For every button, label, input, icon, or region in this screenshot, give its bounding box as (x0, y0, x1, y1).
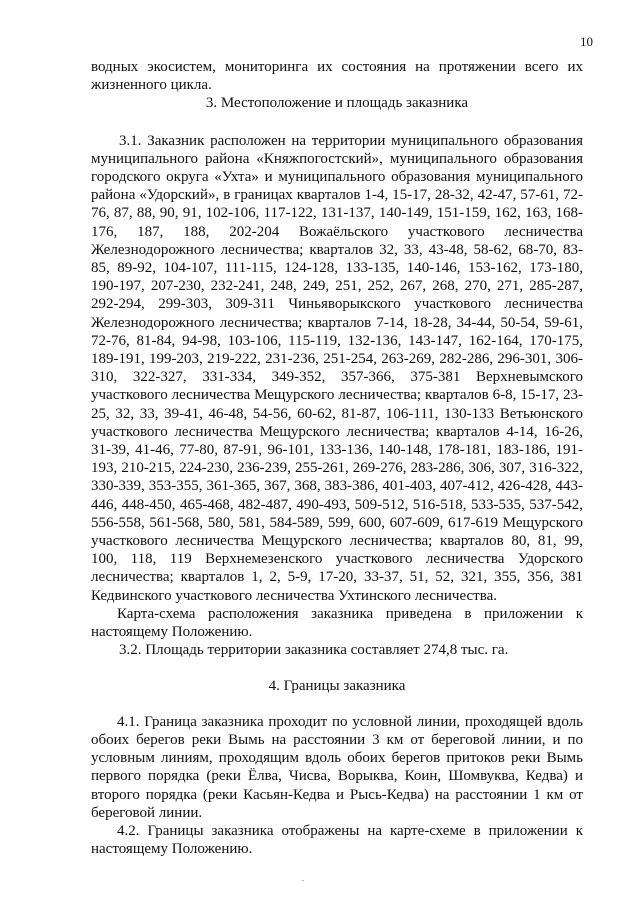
page-number: 10 (580, 34, 593, 49)
intro-paragraph: водных экосистем, мониторинга их состояния на протяжении всего их жизненного цикла. (91, 59, 583, 94)
section-3-heading: 3. Местоположение и площадь заказника (205, 95, 469, 112)
document-body (91, 58, 583, 858)
section-4-paragraph-2: 4.2. Границы заказника отображены на карте-схеме в приложении к настоящему Положению. (91, 822, 583, 858)
section-4-paragraph-1: 4.1. Граница заказника проходит по условной линии, проходящей вдоль обоих берегов реки Вымь на расстоянии 3 км от береговой линии, и по условным линиям, проходящим вдоль обоих берегов притоков реки Вымь первого порядка (реки Ёлва, Чисва, Ворыква, Коин, Шомвуква, Кедва) и второго порядка (реки Касьян-Кедва и Рысь-Кедва) на расстоянии 1 км от береговой линии. (91, 713, 583, 821)
section-3-paragraph-2: Карта-схема расположения заказника приведена в приложении к настоящему Положению. (91, 605, 583, 641)
section-4-heading: 4. Границы заказника (268, 677, 406, 694)
section-3-paragraph-3: 3.2. Площадь территории заказника составляет 274,8 тыс. га. (119, 642, 509, 659)
section-3-paragraph-1: 3.1. Заказник расположен на территории муниципального образования муниципального района «Княжпогостский», муниципального образования городского округа «Ухта» и муниципального образования муниципального района «Удорский», в границах кварталов 1-4, 15-17, 28-32, 42-47, 57-61, 72-76, 87, 88, 90, 91, 102-106, 117-122, 131-137, 140-149, 151-159, 162, 163, 168-176, 187, 188, 202-204 Вожаёльского участкового лесничества Железнодорожного лесничества; кварталов 32, 33, 43-48, 58-62, 68-70, 83-85, 89-92, 104-107, 111-115, 124-128, 133-135, 140-146, 153-162, 173-180, 190-197, 207-230, 232-241, 248, 249, 251, 252, 267, 268, 270, 271, 285-287, 292-294, 299-303, 309-311 Чиньяворыкского участкового лесничества Железнодорожного лесничества; кварталов 7-14, 18-28, 34-44, 50-54, 59-61, 72-76, 81-84, 94-98, 103-106, 115-119, 132-136, 143-147, 162-164, 170-175, 189-191, 199-203, 219-222, 231-236, 251-254, 263-269, 282-286, 296-301, 306-310, 322-327, 331-334, 349-352, 357-366, 375-381 Верхневымского участкового лесничества Мещурского лесничества; кварталов 6-8, 15-17, 23-25, 32, 33, 39-41, 46-48, 54-56, 60-62, 81-87, 106-111, 130-133 Ветьюнского участкового лесничества Мещурского лесничества; кварталов 4-14, 16-26, 31-39, 41-46, 77-80, 87-91, 96-101, 133-136, 140-148, 178-181, 183-186, 191-193, 210-215, 224-230, 236-239, 255-261, 269-276, 283-286, 306, 307, 316-322, 330-339, 353-355, 361-365, 367, 368, 383-386, 401-403, 407-412, 426-428, 443-446, 448-450, 465-468, 482-487, 490-493, 509-512, 516-518, 533-535, 537-542, 556-558, 561-568, 580, 581, 584-589, 599, 600, 607-609, 617-619 Мещурского участкового лесничества Мещурского лесничества; кварталов 80, 81, 99, 100, 118, 119 Верхнемезенского участкового лесничества Удорского лесничества; кварталов 1, 2, 5-9, 17-20, 33-37, 51, 52, 321, 355, 356, 381 Кедвинского участкового лесничества Ухтинского лесничества. (91, 132, 583, 604)
scan-mark (302, 880, 304, 881)
